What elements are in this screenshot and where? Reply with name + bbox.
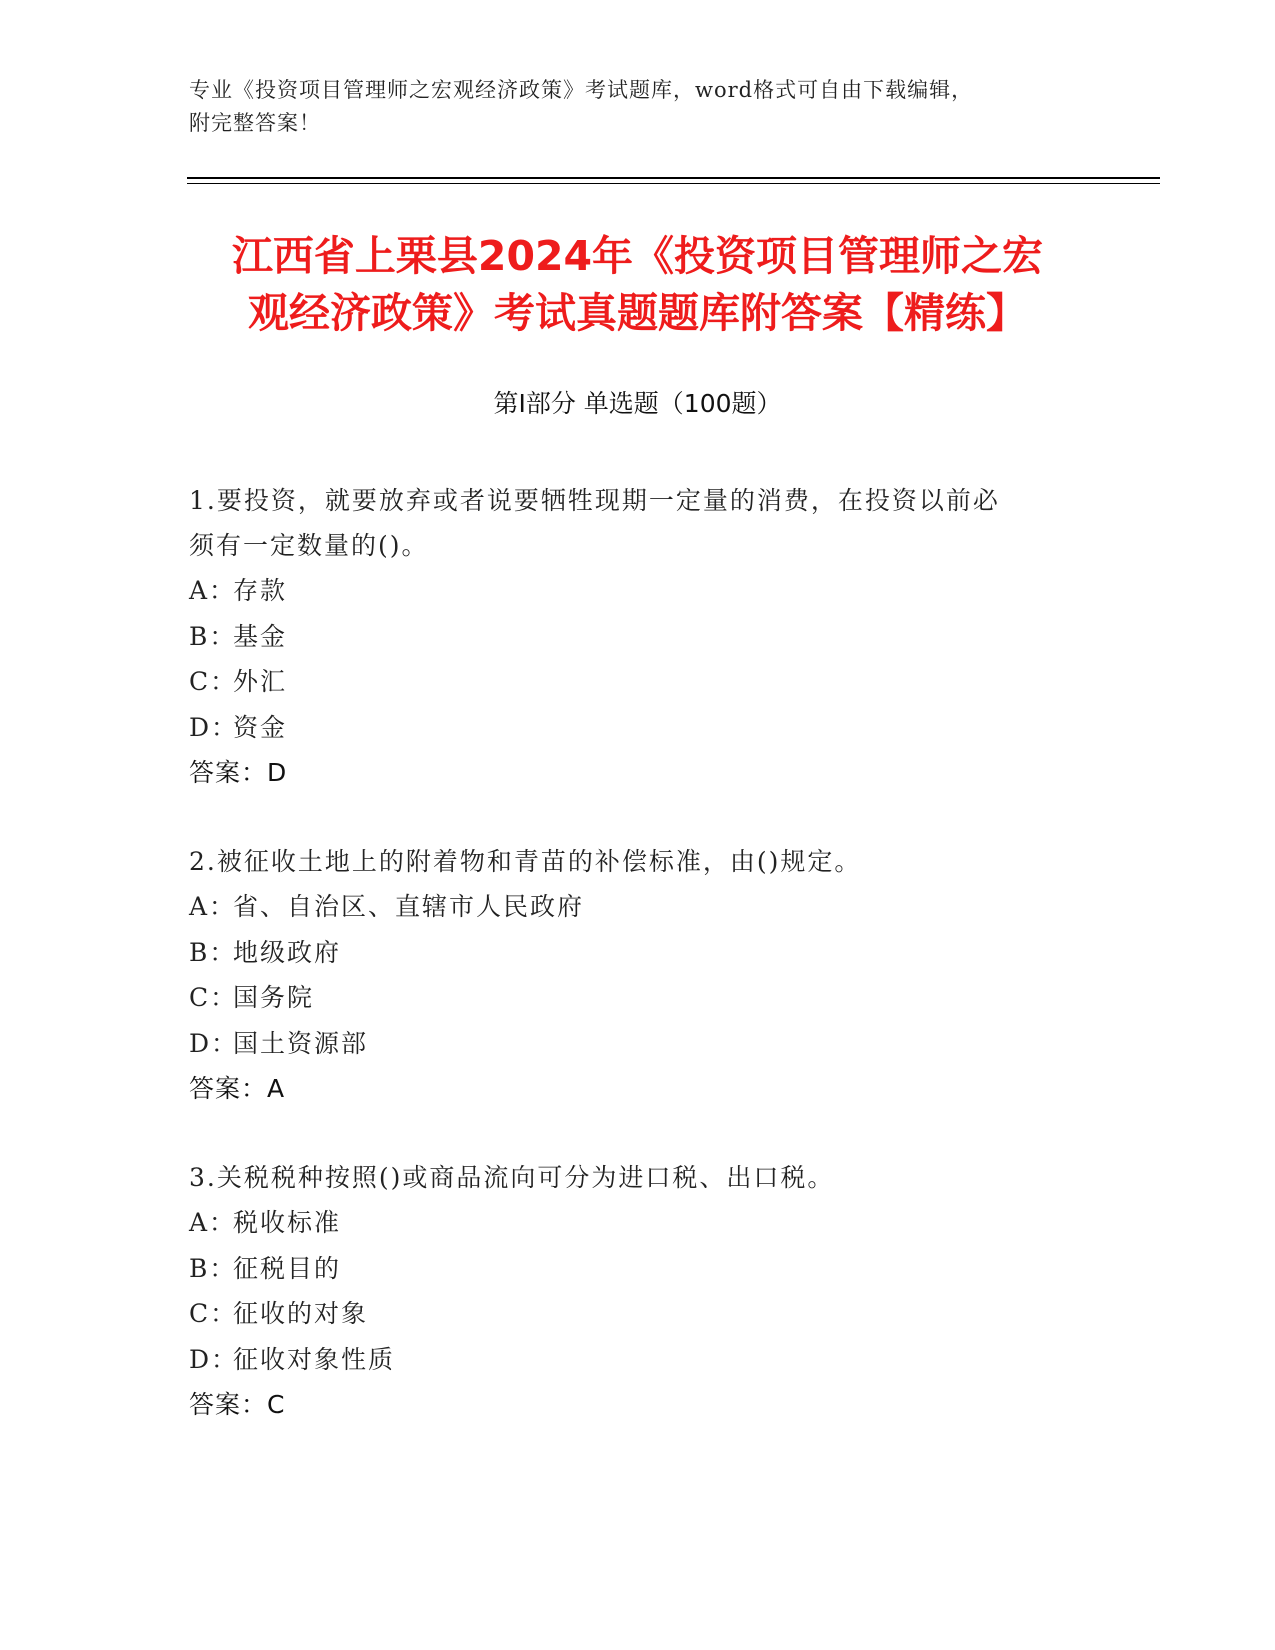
option-a	[189, 568, 1089, 614]
option-text: 税收标准	[233, 1208, 342, 1237]
option-c	[189, 1291, 1089, 1337]
option-b	[189, 614, 1089, 660]
option-b	[189, 1246, 1089, 1292]
option-key: D：	[189, 1344, 239, 1374]
option-text: 征收对象性质	[233, 1344, 396, 1374]
header-divider-thick	[187, 177, 1160, 179]
document-title	[160, 228, 1115, 342]
question-stem-continued: 须有一定数量的()。	[189, 531, 429, 560]
option-text: 征收的对象	[233, 1299, 369, 1328]
option-text: 省、自治区、直辖市人民政府	[233, 892, 585, 921]
section-title: 第Ⅰ部分 单选题（100题）	[493, 389, 782, 418]
option-b	[189, 930, 1089, 976]
document-title-line2: 观经济政策》考试真题题库附答案【精练】	[248, 289, 1027, 337]
document-title-line1: 江西省上栗县2024年《投资项目管理师之宏	[231, 232, 1044, 280]
option-text: 地级政府	[233, 937, 342, 967]
option-text: 资金	[233, 712, 288, 742]
option-key: B：	[189, 621, 237, 651]
question-stem: 3.关税税种按照()或商品流向可分为进口税、出口税。	[189, 1163, 835, 1192]
option-key: A：	[189, 1208, 237, 1237]
option-key: A：	[189, 576, 237, 605]
option-text: 基金	[233, 621, 288, 651]
answer: 答案：D	[189, 758, 288, 787]
question-spacer	[189, 1112, 1089, 1155]
question-2	[189, 839, 1089, 1112]
header-divider-thin	[187, 183, 1160, 184]
option-key: C：	[189, 1299, 238, 1328]
question-3	[189, 1155, 1089, 1428]
option-a	[189, 884, 1089, 930]
option-text: 国土资源部	[233, 1028, 369, 1058]
answer: 答案：C	[189, 1390, 286, 1419]
header-note-line1: 专业《投资项目管理师之宏观经济政策》考试题库，word格式可自由下载编辑，	[189, 78, 974, 102]
option-c	[189, 975, 1089, 1021]
question-list	[189, 478, 1089, 1428]
answer: 答案：A	[189, 1074, 286, 1103]
option-key: D：	[189, 712, 239, 742]
option-key: C：	[189, 667, 238, 696]
option-a	[189, 1200, 1089, 1246]
option-key: B：	[189, 937, 237, 967]
option-text: 国务院	[233, 983, 315, 1012]
question-1	[189, 478, 1089, 796]
option-d	[189, 705, 1089, 751]
option-key: A：	[189, 892, 237, 921]
option-d	[189, 1021, 1089, 1067]
question-spacer	[189, 796, 1089, 839]
question-stem: 1.要投资，就要放弃或者说要牺牲现期一定量的消费，在投资以前必	[189, 486, 1000, 515]
header-note-line2: 附完整答案！	[189, 111, 321, 135]
option-d	[189, 1337, 1089, 1383]
option-key: B：	[189, 1253, 237, 1283]
option-key: D：	[189, 1028, 239, 1058]
option-text: 征税目的	[233, 1253, 342, 1283]
option-c	[189, 659, 1089, 705]
question-stem: 2.被征收土地上的附着物和青苗的补偿标准，由()规定。	[189, 847, 862, 876]
option-text: 外汇	[233, 667, 288, 696]
option-text: 存款	[233, 576, 288, 605]
header-note	[189, 74, 1069, 140]
option-key: C：	[189, 983, 238, 1012]
